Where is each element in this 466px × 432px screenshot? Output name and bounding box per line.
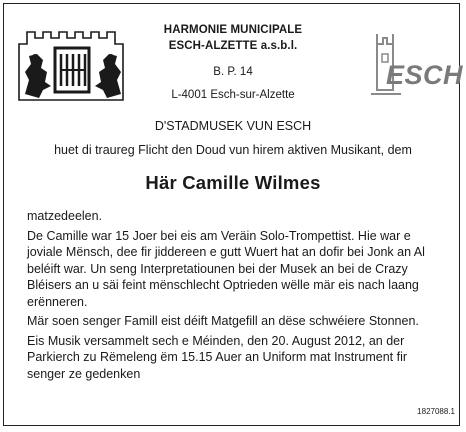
body-paragraph: Mär soen senger Famill eist déift Matgefill an dëse schwéiere Stonnen. [27,314,419,328]
body-paragraph: Eis Musik versammelt sech e Méinden, den 20. August 2012, an der Parkierch zu Rëmeleng ëm 15.15 Auer an Uniform mat Instrument fir senger ze gedenken [27,333,408,381]
coat-of-arms-icon [17,24,131,102]
esch-logo-text: ESCH [386,60,464,90]
body-paragraph: De Camille war 15 Joer bei eis am Veräin Solo-Trompettist. Hie war e joviale Mënsch, dee fir jiddereen e gutt Wuert hat an dofir bei Jonk an Al beléift war. Un seng Interpretatiounen bei der Musek an bei de Crazy Bléisers an u säi feint mënschlecht Optrieden wëlle mär eis nach laang erënneren. [27,228,425,309]
intro-line: huet di traureg Flicht den Doud vun hirem aktiven Musikant, dem [54,143,412,157]
deceased-name: Här Camille Wilmes [145,172,321,193]
org-name-line2: ESCH-ALZETTE a.s.b.l. [168,40,298,52]
org-name-line1: HARMONIE MUNICIPALE [163,24,303,36]
letterhead [140,22,326,103]
society-name: D'STADMUSEK VUN ESCH [154,119,312,133]
body-paragraph: matzedeelen. [27,209,103,223]
reference-number: 1827088.1 [417,407,455,416]
address-line1: B. P. 14 [213,66,253,78]
address-line2: L-4001 Esch-sur-Alzette [171,89,295,101]
notice-body [27,208,447,385]
